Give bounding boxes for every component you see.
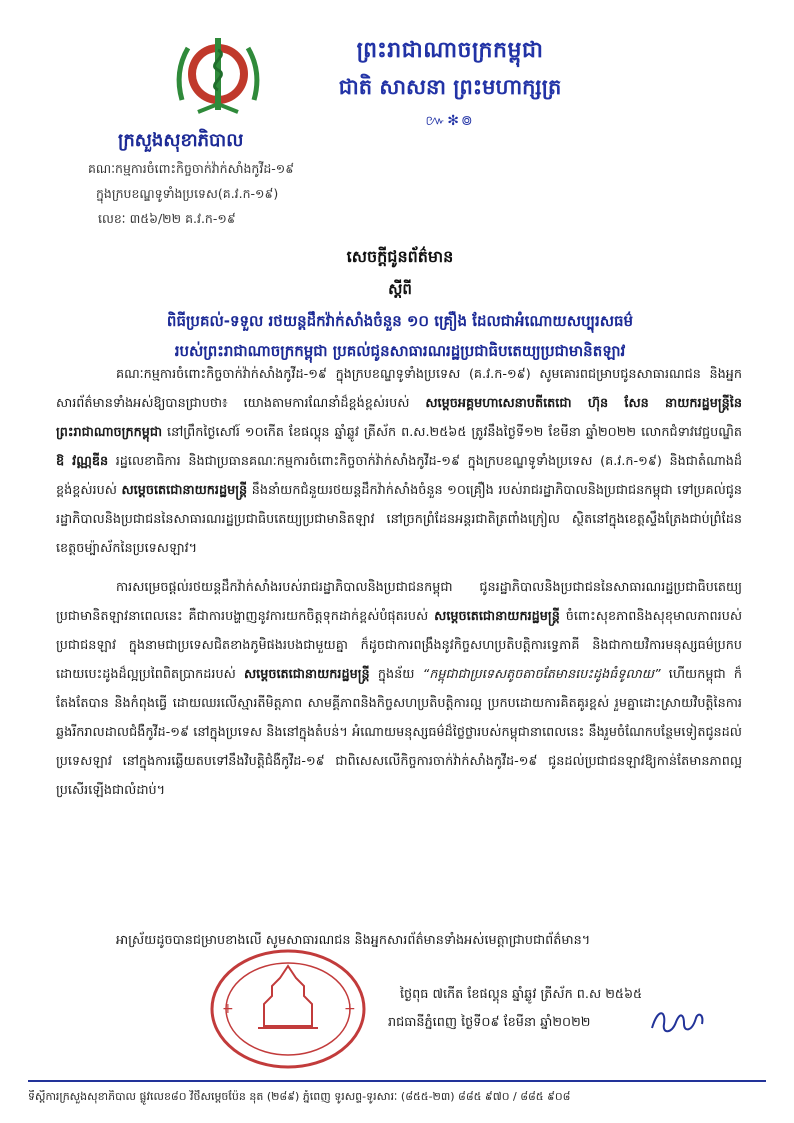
reference-number: លេខៈ ៣៥៦/២២ គ.វ.ក-១៩ [98, 211, 236, 226]
document-titles [60, 246, 740, 362]
press-release-title: សេចក្តីជូនព័ត៌មាន [346, 247, 454, 266]
official-stamp [208, 946, 368, 1072]
footer-address: ទីស្តីការក្រសួងសុខាភិបាល ផ្លូវលេខ៨០ វិថីសម្តេចប៉ែន នុត (២៨៩) ភ្នំពេញ ទូរសព្ទ-ទូរសារៈ (៨៥៥-២៣) ៨៨៥ ៩៧០ / ៨៨៥ ៩០៨ [28, 1090, 571, 1103]
signature [648, 1004, 718, 1038]
p1-prime-minister: សម្តេចអគ្គមហាសេនាបតីតេជោ ហ៊ុន សែន នាយករដ្ឋមន្ត្រីនៃព្រះរាជាណាចក្រកម្ពុជា [56, 396, 742, 440]
paragraph-2 [56, 573, 742, 805]
p1-prime-minister-short: សម្តេចតេជោនាយករដ្ឋមន្ត្រី [121, 483, 248, 498]
p1-text-d: នឹងនាំយកជំនួយរថយន្តដឹកវ៉ាក់សាំងចំនួន ១០គ្រឿង របស់រាជរដ្ឋាភិបាលនិងប្រជាជនកម្ពុជា ទៅប្រគល់ជូនរដ្ឋាភិបាលនិងប្រជាជននៃសាធារណរដ្ឋប្រជាធិបតេយ្យប្រជាមានិតឡាវ នៅច្រកព្រំដែនអន្តរជាតិត្រពាំងក្រៀល ស្ថិតនៅក្នុងខេត្តស្ទឹងត្រែងជាប់ព្រំដែនខេត្តចម្ប៉ាស័កនៃប្រទេសឡាវ។ [56, 483, 742, 556]
p2-text-b: ចំពោះសុខភាពនិងសុខុមាលភាពរបស់ប្រជាជនឡាវ ក្នុងនាមជាប្រទេសជិតខាងភូមិផងរបងជាមួយគ្នា ក៏ដូចជាការពង្រឹងនូវកិច្ចសហប្រតិបត្តិការទ្វេភាគី និងជាកាយវិការមនុស្សធម៌ប្រកបដោយបេះដូងដ៏ល្អប្រពៃពិតប្រាកដរបស់ [56, 609, 743, 682]
closing-text: អាស្រ័យដូចបានជម្រាបខាងលើ សូមសាធារណជន និងអ្នកសារព័ត៌មានទាំងអស់មេត្តាជ្រាបជាព័ត៌មាន។ [116, 933, 591, 948]
subject-line-2: របស់ព្រះរាជាណាចក្រកម្ពុជា ប្រគល់ជូនសាធារណរដ្ឋប្រជាធិបតេយ្យប្រជាមានិតឡាវ [174, 342, 626, 360]
ministry-block [88, 128, 408, 230]
national-motto: ជាតិ សាសនា ព្រះមហាក្សត្រ [338, 75, 562, 99]
document-body [56, 360, 742, 815]
p1-minister-name: ឱ វណ្ណឌីន [56, 454, 109, 469]
committee-scope: ក្នុងក្របខណ្ឌទូទាំងប្រទេស(គ.វ.ក-១៩) [96, 186, 279, 201]
p2-prime-minister-short-2: សម្តេចតេជោនាយករដ្ឋមន្ត្រី [243, 667, 370, 682]
kingdom-header [300, 36, 600, 132]
svg-text:+: + [222, 1001, 234, 1017]
ministry-name: ក្រសួងសុខាភិបាល [118, 130, 244, 151]
p2-text-c: ក្នុងន័យ [377, 667, 415, 682]
p1-text-c: រដ្ឋលេខាធិការ និងជាប្រធានគណៈកម្មការចំពោះកិច្ចចាក់វ៉ាក់សាំងកូវីដ-១៩ ក្នុងក្របខណ្ឌទូទាំងប្រទេស (គ.វ.ក-១៩) និងជាតំណាងដ៏ខ្ពង់ខ្ពស់របស់ [56, 454, 742, 498]
lunar-date: ថ្ងៃពុធ ៧កើត ខែផល្គុន ឆ្នាំឆ្លូវ ត្រីស័ក ព.ស ២៥៦៥ [400, 987, 643, 1002]
ornament: ៚✻៙ [425, 113, 475, 129]
subject-line-1: ពិធីប្រគល់-ទទួល រថយន្តដឹកវ៉ាក់សាំងចំនួន ១០ គ្រឿង ដែលជាអំណោយសប្បុរសធម៌ [166, 312, 634, 330]
about-label: ស្តីពី [388, 280, 412, 298]
p2-prime-minister-short: សម្តេចតេជោនាយករដ្ឋមន្ត្រី [434, 609, 560, 624]
kingdom-name: ព្រះរាជាណាចក្រកម្ពុជា [356, 38, 544, 63]
p1-text-a: គណៈកម្មការចំពោះកិច្ចចាក់វ៉ាក់សាំងកូវីដ-១៩ ក្នុងក្របខណ្ឌទូទាំងប្រទេស (គ.វ.ក-១៩) សូមគោរពជម្រាបជូនសាធារណជន និងអ្នកសារព័ត៌មានទាំងអស់ឱ្យបានជ្រាបថា៖ យោងតាមការណែនាំដ៏ខ្ពង់ខ្ពស់របស់ [56, 367, 742, 411]
place-and-date: រាជធានីភ្នំពេញ ថ្ងៃទី០៩ ខែមីនា ឆ្នាំ២០២២ [388, 1015, 591, 1030]
paragraph-1 [56, 360, 742, 563]
p2-text-a: ការសម្រេចផ្តល់រថយន្តដឹកវ៉ាក់សាំងរបស់រាជរដ្ឋាភិបាលនិងប្រជាជនកម្ពុជា ជូនរដ្ឋាភិបាលនិងប្រជាជននៃសាធារណរដ្ឋប្រជាធិបតេយ្យប្រជាមានិតឡាវនាពេលនេះ គឺជាការបង្ហាញនូវការយកចិត្តទុកដាក់ខ្ពស់បំផុតរបស់ [56, 580, 742, 624]
footer-divider [28, 1080, 766, 1082]
p2-quote: “កម្ពុជាជាប្រទេសតូចតាចតែមានបេះដូងធំទូលាយ” [422, 667, 661, 682]
svg-text:+: + [344, 1001, 356, 1017]
committee-name: គណៈកម្មការចំពោះកិច្ចចាក់វ៉ាក់សាំងកូវីដ-១៩ [88, 161, 295, 176]
ministry-of-health-logo [168, 30, 268, 120]
p1-text-b: នៅព្រឹកថ្ងៃសៅរ៍ ១០កើត ខែផល្គុន ឆ្នាំឆ្លូវ ត្រីស័ក ព.ស.២៥៦៥ ត្រូវនឹងថ្ងៃទី១២ ខែមីនា ឆ្នាំ២០២២ លោកជំទាវវេជ្ជបណ្ឌិត [167, 425, 742, 440]
closing-paragraph [56, 928, 742, 954]
p2-text-d: ហើយកម្ពុជា ក៏តែងតែបាន និងកំពុងធ្វើ ដោយឈរលើស្មារតីមិត្តភាព សាមគ្គីភាពនិងកិច្ចសហប្រតិបត្តិការល្អ ប្រកបដោយការគិតគូរខ្ពស់ រួមគ្នាដោះស្រាយវិបត្តិនៃការឆ្លងរីករាលដាលជំងឺកូវីដ-១៩ នៅក្នុងប្រទេស និងនៅក្នុងតំបន់។ អំណោយមនុស្សធម៌ដ៏ថ្លៃថ្លារបស់កម្ពុជានាពេលនេះ នឹងរួមចំណែកបន្ថែមទៀតជូនដល់ប្រទេសឡាវ នៅក្នុងការឆ្លើយតបទៅនឹងវិបត្តិជំងឺកូវីដ-១៩ ជាពិសេសលើកិច្ចការចាក់វ៉ាក់សាំងកូវីដ-១៩ ជូនដល់ប្រជាជនឡាវឱ្យកាន់តែមានភាពល្អប្រសើរឡើងជាលំដាប់។ [56, 667, 742, 798]
